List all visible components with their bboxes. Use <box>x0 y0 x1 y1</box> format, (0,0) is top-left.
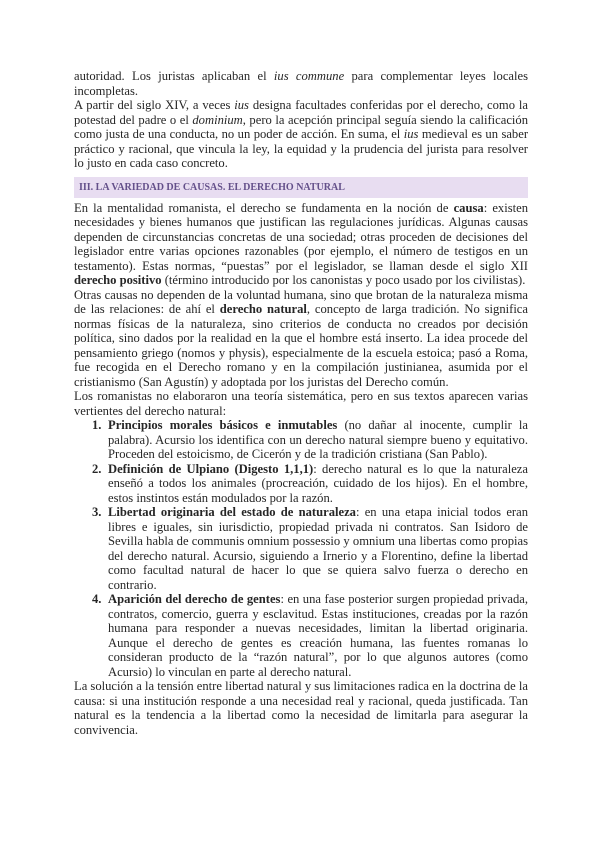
paragraph-derecho-natural <box>74 288 528 390</box>
bold-term: Principios morales básicos e inmutables <box>108 418 338 432</box>
text-run: (no dañar al inocente, cumplir la palabra). Acursio los identifica con un derecho natural siempre bueno y equitativo. Proceden del estoicismo, de Cicerón y de la tradición cristiana (San Pablo). <box>108 418 528 461</box>
list-item <box>74 462 528 506</box>
list-item <box>74 418 528 462</box>
paragraph-ius-medieval <box>74 98 528 171</box>
paragraph-ius-commune <box>74 69 528 98</box>
bold-term: derecho positivo <box>74 273 162 287</box>
section-heading: III. LA VARIEDAD DE CAUSAS. EL DERECHO NATURAL <box>74 177 528 198</box>
paragraph-romanistas: Los romanistas no elaboraron una teoría sistemática, pero en sus textos aparecen varias vertientes del derecho natural: <box>74 389 528 418</box>
text-run: designa facultades conferidas por el derecho, como la potestad del padre o el <box>74 98 528 127</box>
list-number: 1. <box>92 418 102 432</box>
text-run: , pero la acepción principal seguía siendo la calificación como justa de una conducta, no un poder de acción. En suma, el <box>74 112 529 141</box>
text-run: A partir del siglo XIV, a veces <box>74 98 235 112</box>
italic-term: ius <box>403 127 419 141</box>
text-run: En la mentalidad romanista, el derecho se fundamenta en la noción de <box>74 200 454 215</box>
text-run: para complementar leyes locales incompletas. <box>74 69 529 98</box>
text-run: : en una etapa inicial todos eran libres e iguales, sin iurisdictio, propiedad privada ni contratos. San Isidoro de Sevilla habla de communis omnium possessio y omnium una libertas como propias del derecho natural. Acursio, siguiendo a Irnerio y a Florentino, define la libertad como facultad natural de hacer lo que se quiera salvo fuerza o derecho en contrario. <box>108 505 528 592</box>
paragraph-conclusion: La solución a la tensión entre libertad natural y sus limitaciones radica en la doctrina de la causa: si una institución responde a una necesidad real y racional, queda justificada. Tan natural es la tendencia a la libertad como la necesidad de limitarla para asegurar la convivencia. <box>74 679 528 737</box>
paragraph-causa <box>74 201 528 288</box>
italic-term: ius commune <box>273 69 345 83</box>
bold-term: Libertad originaria del estado de naturaleza <box>108 505 356 519</box>
bold-term: derecho natural <box>219 302 307 316</box>
list-number: 2. <box>92 461 102 476</box>
text-run: (término introducido por los canonistas y poco usado por los civilistas). <box>161 273 526 287</box>
text-run: : existen necesidades y bienes humanos que justifican las regulaciones jurídicas. Algunas causas dependen de circunstancias concretas de una sociedad; otras proceden de decisiones del legislador entre varias opciones razonables (por ejemplo, el número de testigos en un testamento). Estas normas, “puestas” por el legislador, se llaman desde el siglo XII <box>74 200 529 273</box>
list-item <box>74 505 528 592</box>
text-run: : en una fase posterior surgen propiedad privada, contratos, comercio, guerra y esclavitud. Estas instituciones, creadas por la razón humana para responder a nuevas necesidades, limitan la libertad originaria. Aunque el derecho de gentes es creación humana, las fuentes romanas lo consideran producto de la “razón natural”, por lo que algunos autores (como Acursio) lo vinculan en parte al derecho natural. <box>108 592 529 679</box>
text-run: Otras causas no dependen de la voluntad humana, sino que brotan de la naturaleza misma de las relaciones: de ahí el <box>74 287 528 316</box>
text-run: , concepto de larga tradición. No significa normas físicas de la naturaleza, sino criterios de conducta no creados por decisión política, sino dados por la realidad en la que el hombre está inserto. La idea procede del pensamiento griego (nomos y physis), especialmente de la escuela estoica; pasó a Roma, fue recogida en el Derecho romano y en la compilación justinianea, asumida por el cristianismo (San Agustín) y adoptada por los juristas del Derecho común. <box>74 302 528 389</box>
list-item <box>74 592 528 679</box>
list-number: 4. <box>92 592 102 606</box>
bold-term: Aparición del derecho de gentes <box>108 592 281 606</box>
text-run: medieval es un saber práctico y racional, que vincula la ley, la equidad y la prudencia del jurista para resolver lo justo en cada caso concreto. <box>74 127 529 170</box>
italic-term: dominium <box>192 112 243 127</box>
text-run: : derecho natural es lo que la naturaleza enseñó a todos los animales (procreación, cuidado de los hijos). En el hombre, estos instintos están modulados por la razón. <box>108 461 528 505</box>
document-body <box>74 69 528 737</box>
text-run: autoridad. Los juristas aplicaban el <box>74 69 274 83</box>
bold-term: Definición de Ulpiano (Digesto 1,1,1) <box>108 461 314 476</box>
italic-term: ius <box>234 98 249 112</box>
bold-term: causa <box>453 200 484 215</box>
list-number: 3. <box>92 505 102 519</box>
natural-law-aspects-list <box>74 418 528 679</box>
